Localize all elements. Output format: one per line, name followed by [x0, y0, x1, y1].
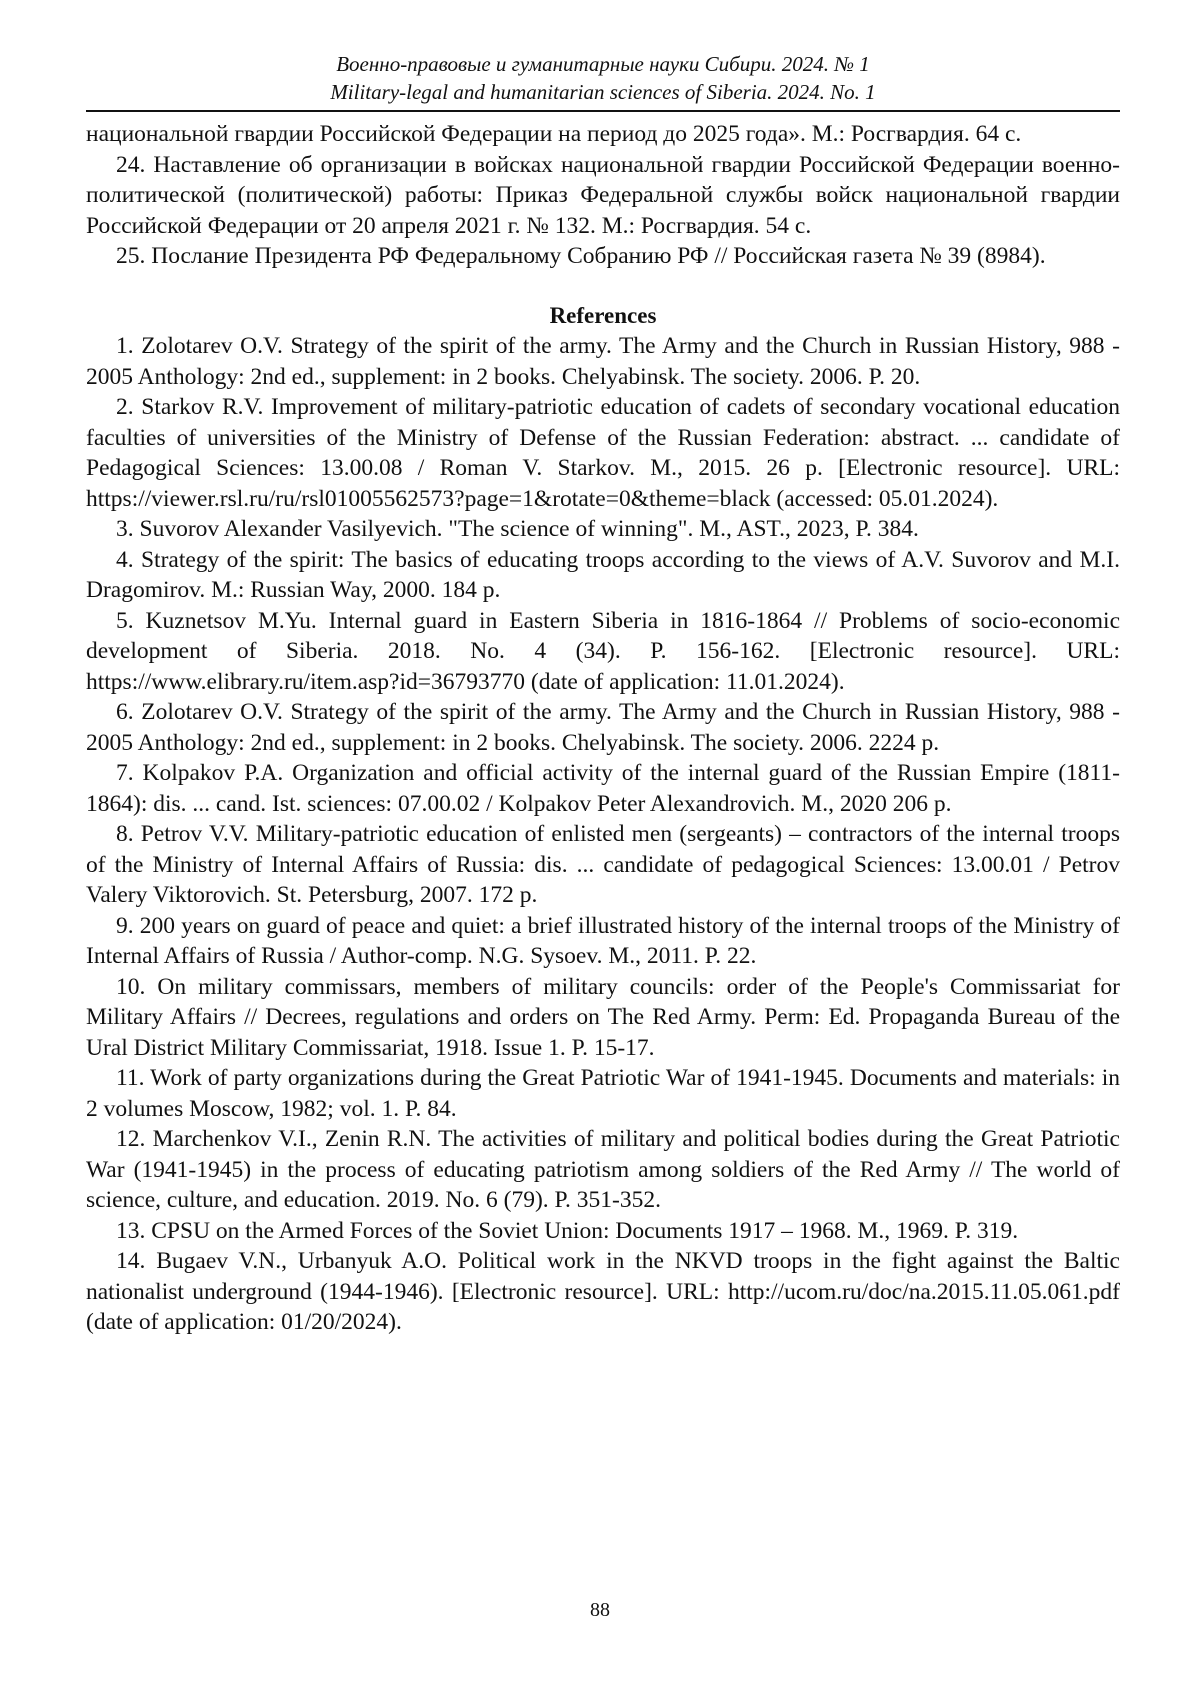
running-header: [86, 50, 1120, 106]
journal-page: [0, 0, 1200, 1697]
reference-item-13: 13. CPSU on the Armed Forces of the Soviet Union: Documents 1917 – 1968. M., 1969. P. 319.: [86, 1216, 1120, 1247]
references-heading: References: [86, 301, 1120, 332]
reference-item-2: 2. Starkov R.V. Improvement of military-patriotic education of cadets of secondary vocational education faculties of universities of the Ministry of Defense of the Russian Federation: abstract. ... candidate of Pedagogical Sciences: 13.00.08 / Roman V. Starkov. M., 2015. 26 p. [Electronic resource]. URL: https://viewer.rsl.ru/ru/rsl01005562573?page=1&rotate=0&theme=black (accessed: 05.01.2024).: [86, 392, 1120, 514]
reference-item-7: 7. Kolpakov P.A. Organization and official activity of the internal guard of the Russian Empire (1811-1864): dis. ... cand. Ist. sciences: 07.00.02 / Kolpakov Peter Alexandrovich. M., 2020 206 p.: [86, 758, 1120, 819]
reference-item-4: 4. Strategy of the spirit: The basics of educating troops according to the views of A.V. Suvorov and M.I. Dragomirov. M.: Russian Way, 2000. 184 p.: [86, 545, 1120, 606]
journal-title-en: Military-legal and humanitarian sciences of Siberia. 2024. No. 1: [86, 78, 1120, 106]
page-body: [86, 119, 1120, 1338]
reference-item-8: 8. Petrov V.V. Military-patriotic education of enlisted men (sergeants) – contractors of the internal troops of the Ministry of Internal Affairs of Russia: dis. ... candidate of pedagogical Sciences: 13.00.01 / Petrov Valery Viktorovich. St. Petersburg, 2007. 172 p.: [86, 819, 1120, 911]
reference-item-9: 9. 200 years on guard of peace and quiet: a brief illustrated history of the internal troops of the Ministry of Internal Affairs of Russia / Author-comp. N.G. Sysoev. M., 2011. P. 22.: [86, 911, 1120, 972]
reference-item-10: 10. On military commissars, members of military councils: order of the People's Commissariat for Military Affairs // Decrees, regulations and orders on The Red Army. Perm: Ed. Propaganda Bureau of the Ural District Military Commissariat, 1918. Issue 1. P. 15-17.: [86, 972, 1120, 1064]
ru-reference-23-continuation: национальной гвардии Российской Федерации на период до 2025 года». М.: Росгвардия. 64 с.: [86, 119, 1120, 150]
page-number: 88: [0, 1597, 1200, 1623]
reference-item-3: 3. Suvorov Alexander Vasilyevich. "The science of winning". M., AST., 2023, P. 384.: [86, 514, 1120, 545]
reference-item-14: 14. Bugaev V.N., Urbanyuk A.O. Political work in the NKVD troops in the fight against the Baltic nationalist underground (1944-1946). [Electronic resource]. URL: http://ucom.ru/doc/na.2015.11.05.061.pdf (date of application: 01/20/2024).: [86, 1246, 1120, 1338]
reference-item-6: 6. Zolotarev O.V. Strategy of the spirit of the army. The Army and the Church in Russian History, 988 - 2005 Anthology: 2nd ed., supplement: in 2 books. Chelyabinsk. The society. 2006. 2224 p.: [86, 697, 1120, 758]
reference-item-12: 12. Marchenkov V.I., Zenin R.N. The activities of military and political bodies during the Great Patriotic War (1941-1945) in the process of educating patriotism among soldiers of the Red Army // The world of science, culture, and education. 2019. No. 6 (79). P. 351-352.: [86, 1124, 1120, 1216]
header-divider: [86, 110, 1120, 112]
reference-item-5: 5. Kuznetsov M.Yu. Internal guard in Eastern Siberia in 1816-1864 // Problems of socio-economic development of Siberia. 2018. No. 4 (34). P. 156-162. [Electronic resource]. URL: https://www.elibrary.ru/item.asp?id=36793770 (date of application: 11.01.2024).: [86, 606, 1120, 698]
reference-item-1: 1. Zolotarev O.V. Strategy of the spirit of the army. The Army and the Church in Russian History, 988 - 2005 Anthology: 2nd ed., supplement: in 2 books. Chelyabinsk. The society. 2006. P. 20.: [86, 331, 1120, 392]
ru-reference-24: 24. Наставление об организации в войсках национальной гвардии Российской Федерации военно-политической (политической) работы: Приказ Федеральной службы войск национальной гвардии Российской Федерации от 20 апреля 2021 г. № 132. М.: Росгвардия. 54 с.: [86, 150, 1120, 242]
ru-reference-25: 25. Послание Президента РФ Федеральному Собранию РФ // Российская газета № 39 (8984).: [86, 241, 1120, 272]
reference-item-11: 11. Work of party organizations during the Great Patriotic War of 1941-1945. Documents and materials: in 2 volumes Moscow, 1982; vol. 1. P. 84.: [86, 1063, 1120, 1124]
journal-title-ru: Военно-правовые и гуманитарные науки Сибири. 2024. № 1: [86, 50, 1120, 78]
